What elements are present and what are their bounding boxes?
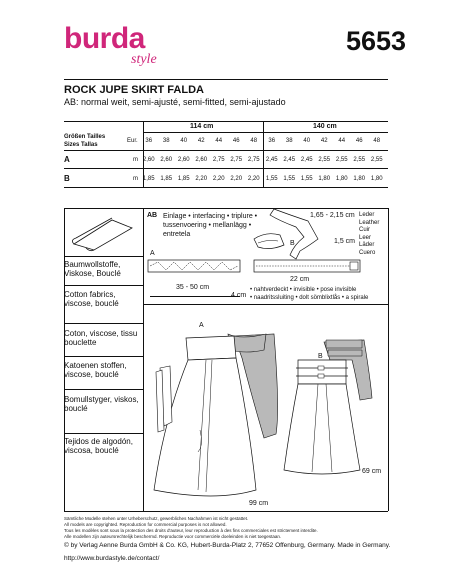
row-b-cell: 1,85 bbox=[177, 176, 190, 182]
skirt-b-drawing bbox=[282, 336, 388, 486]
row-a-cell: 2,55 bbox=[353, 157, 366, 163]
row-b-cell: 2,20 bbox=[247, 176, 260, 182]
row-a-cell: 2,45 bbox=[283, 157, 296, 163]
size-header-cell: 36 bbox=[145, 138, 153, 144]
eur-label: Eur. bbox=[127, 138, 138, 144]
size-header-cell: 40 bbox=[303, 138, 311, 144]
size-label-1: Größen Tailles bbox=[64, 134, 106, 140]
row-a-left bbox=[140, 157, 263, 163]
header-divider bbox=[64, 79, 388, 80]
size-header-cell: 38 bbox=[285, 138, 293, 144]
legal-notice: Sämtliche Modelle stehen unter Urheberschutz, gewerbliches Nachahmen ist nicht gestattet. All models are copyrighted. Reproduction for commercial purposes is not allowed. Tous les modèles sont sous la protection des droits d'auteur, leur reproduction à des fins commerciales est strictement interdite. Alle modellen zijn auteursrechtelijk beschermd. Reproductie voor commerciële doeleinden is niet toegestaan. bbox=[64, 516, 318, 539]
row-a-cell: 2,60 bbox=[177, 157, 190, 163]
row-b-cell: 2,20 bbox=[230, 176, 243, 182]
row-a-right bbox=[263, 157, 386, 163]
row-b-cell: 1,55 bbox=[300, 176, 313, 182]
row-b-cell: 1,55 bbox=[265, 176, 278, 182]
row-b-right bbox=[263, 176, 386, 182]
size-header-cell: 46 bbox=[232, 138, 240, 144]
row-b-cell: 1,80 bbox=[353, 176, 366, 182]
size-header-cell: 42 bbox=[320, 138, 328, 144]
leather-size: 1,65 - 2,15 cm bbox=[310, 212, 355, 219]
size-header-cell: 44 bbox=[215, 138, 223, 144]
width-a: 114 cm bbox=[190, 123, 214, 130]
zipper-icon bbox=[250, 256, 366, 278]
view-a-length: 99 cm bbox=[249, 500, 269, 507]
row-a-cell: 2,60 bbox=[195, 157, 208, 163]
size-header-cell: 48 bbox=[250, 138, 258, 144]
row-b-label: B bbox=[64, 174, 70, 183]
row-a-cell: 2,75 bbox=[247, 157, 260, 163]
fabric-sv: Bomullstyger, viskos, bouclé bbox=[64, 395, 139, 413]
row-a-cell: 2,60 bbox=[142, 157, 155, 163]
size-header-cell: 38 bbox=[162, 138, 170, 144]
size-header-cell: 44 bbox=[338, 138, 346, 144]
row-a-cell: 2,45 bbox=[265, 157, 278, 163]
row-b-cell: 2,20 bbox=[212, 176, 225, 182]
fabric-fr: Coton, viscose, tissu bouclette bbox=[64, 329, 138, 347]
fabric-nl: Katoenen stoffen, viscose, bouclé bbox=[64, 361, 127, 379]
buckle-size: 1,5 cm bbox=[334, 238, 356, 245]
b-notion-label: B bbox=[290, 240, 295, 247]
row-b-cell: 1,85 bbox=[160, 176, 173, 182]
pattern-number: 5653 bbox=[346, 26, 407, 56]
row-a-unit: m bbox=[133, 157, 138, 163]
leather-labels: Leder Leather Cuir Leer Läder Cuero bbox=[359, 212, 380, 256]
interfacing-size: 35 - 50 cm bbox=[176, 284, 210, 291]
row-a-cell: 2,55 bbox=[335, 157, 348, 163]
row-a-cell: 2,55 bbox=[318, 157, 331, 163]
notions-divider bbox=[143, 304, 388, 305]
row-b-cell: 1,80 bbox=[318, 176, 331, 182]
row-b-cell: 1,85 bbox=[142, 176, 155, 182]
row-a-label: A bbox=[64, 155, 70, 164]
zipper-length: 22 cm bbox=[290, 276, 310, 283]
row-b-cell: 1,55 bbox=[283, 176, 296, 182]
brand-sub: style bbox=[131, 52, 157, 67]
row-a-cell: 2,60 bbox=[160, 157, 173, 163]
size-header-cell: 36 bbox=[268, 138, 276, 144]
fabric-es: Tejidos de algodón, viscosa, bouclé bbox=[64, 437, 133, 455]
size-header-cell: 40 bbox=[180, 138, 188, 144]
interfacing-strip-icon bbox=[144, 254, 244, 282]
a-notion-label: A bbox=[150, 250, 155, 257]
row-b-unit: m bbox=[133, 176, 138, 182]
row-b-cell: 1,80 bbox=[335, 176, 348, 182]
zipper-text: • nahtverdeckt • invisible • pose invisible • naadritssluiting • dolt sömblixtlås • a spirale bbox=[250, 287, 369, 301]
brand-logo: burda bbox=[64, 22, 145, 55]
row-b-left bbox=[140, 176, 263, 182]
interfacing-text: Einlage • interfacing • triplure • tussenvoering • mellanlägg • entretela bbox=[163, 213, 258, 238]
sizes-right bbox=[263, 138, 386, 144]
zipper-height: 4 cm bbox=[231, 292, 247, 299]
row-b-cell: 1,80 bbox=[370, 176, 383, 182]
view-a-label: A bbox=[199, 322, 204, 329]
view-b-label: B bbox=[318, 353, 323, 360]
width-b: 140 cm bbox=[313, 123, 337, 130]
view-b-length: 69 cm bbox=[362, 468, 382, 475]
fabric-en: Cotton fabrics, viscose, bouclé bbox=[64, 290, 119, 308]
ab-label: AB bbox=[147, 212, 158, 219]
row-a-cell: 2,75 bbox=[212, 157, 225, 163]
copyright: © by Verlag Aenne Burda GmbH & Co. KG, Hubert-Burda-Platz 2, 77652 Offenburg, Germany. Made in Germany. bbox=[64, 542, 391, 549]
size-header-cell: 46 bbox=[355, 138, 363, 144]
size-label-2: Sizes Tallas bbox=[64, 142, 98, 148]
skirt-a-drawing bbox=[146, 330, 286, 510]
row-b-cell: 2,20 bbox=[195, 176, 208, 182]
row-a-cell: 2,75 bbox=[230, 157, 243, 163]
sizes-left bbox=[140, 138, 263, 144]
contact-link[interactable]: http://www.burdastyle.de/contact/ bbox=[64, 555, 160, 562]
row-a-cell: 2,55 bbox=[370, 157, 383, 163]
page-title: ROCK JUPE SKIRT FALDA bbox=[64, 84, 204, 96]
row-a-cell: 2,45 bbox=[300, 157, 313, 163]
fabric-de: Baumwollstoffe, Viskose, Bouclé bbox=[64, 260, 121, 278]
fabric-swatch-icon bbox=[68, 214, 140, 252]
size-header-cell: 42 bbox=[197, 138, 205, 144]
size-header-cell: 48 bbox=[373, 138, 381, 144]
page-subtitle: AB: normal weit, semi-ajusté, semi-fitted, semi-ajustado bbox=[64, 97, 286, 107]
